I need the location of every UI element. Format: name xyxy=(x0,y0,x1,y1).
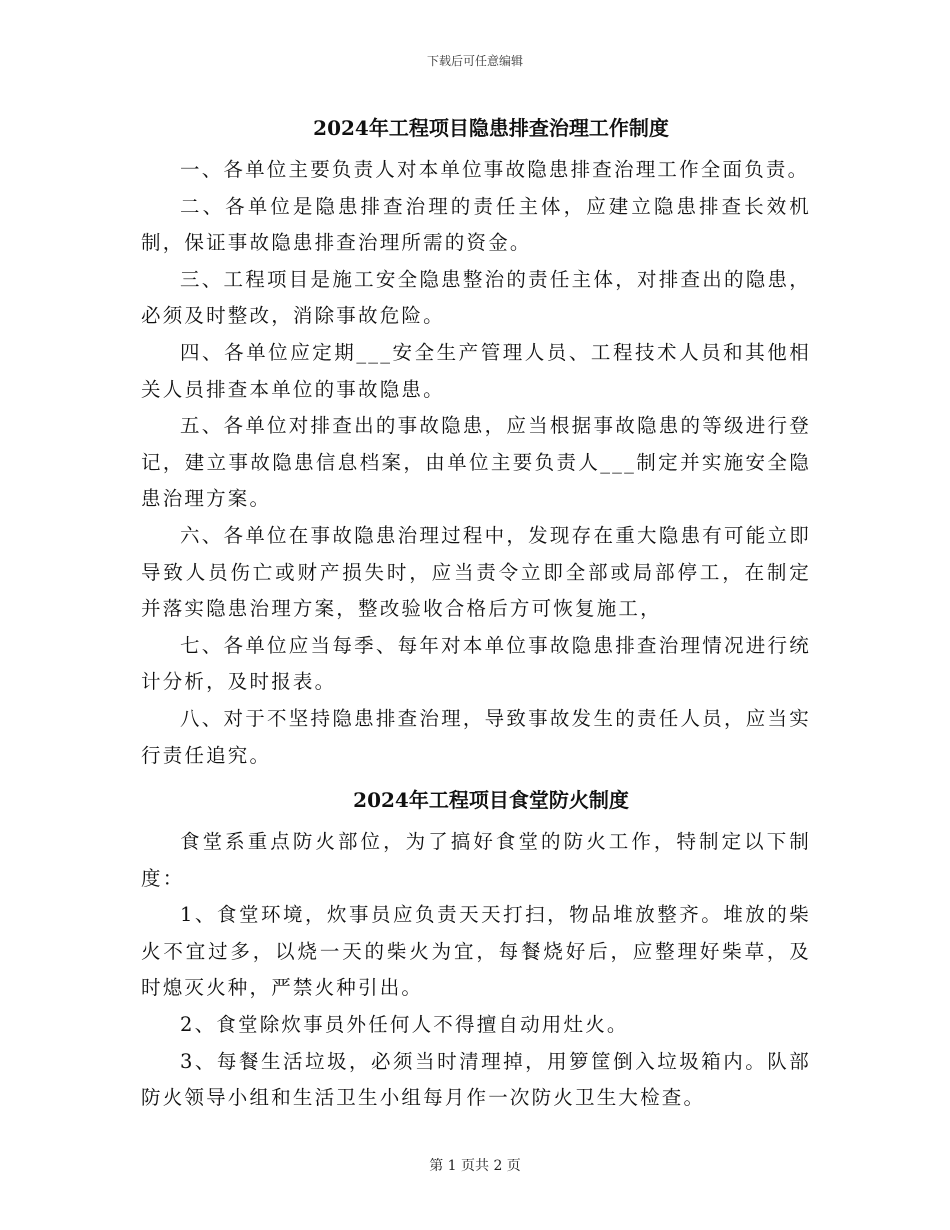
paragraph: 五、各单位对排查出的事故隐患，应当根据事故隐患的等级进行登记，建立事故隐患信息档案，由单位主要负责人___制定并实施安全隐患治理方案。 xyxy=(141,414,811,511)
paragraph: 六、各单位在事故隐患治理过程中，发现存在重大隐患有可能立即导致人员伤亡或财产损失时，应当责令立即全部或局部停工，在制定并落实隐患治理方案，整改验收合格后方可恢复施工， xyxy=(141,523,811,621)
paragraph: 四、各单位应定期___安全生产管理人员、工程技术人员和其他相关人员排查本单位的事故隐患。 xyxy=(141,340,811,401)
paragraph: 七、各单位应当每季、每年对本单位事故隐患排查治理情况进行统计分析，及时报表。 xyxy=(141,633,811,694)
paragraph: 3、每餐生活垃圾，必须当时清理掉，用箩筐倒入垃圾箱内。队部防火领导小组和生活卫生小组每月作一次防火卫生大检查。 xyxy=(141,1049,811,1110)
paragraph: 食堂系重点防火部位，为了搞好食堂的防火工作，特制定以下制度： xyxy=(141,830,811,890)
paragraph: 一、各单位主要负责人对本单位事故隐患排查治理工作全面负责。 xyxy=(180,158,810,181)
paragraph: 2、食堂除炊事员外任何人不得擅自动用灶火。 xyxy=(180,1013,629,1037)
document-body xyxy=(141,112,811,1117)
page-header: 下载后可任意编辑 xyxy=(426,54,523,68)
paragraph: 1、食堂环境，炊事员应负责天天打扫，物品堆放整齐。堆放的柴火不宜过多，以烧一天的柴火为宜，每餐烧好后，应整理好柴草，及时熄灭火种，严禁火种引出。 xyxy=(141,903,811,1000)
page-footer: 第 1 页共 2 页 xyxy=(429,1158,521,1174)
paragraph: 三、工程项目是施工安全隐患整治的责任主体，对排查出的隐患，必须及时整改，消除事故危险。 xyxy=(141,267,811,328)
paragraph: 八、对于不坚持隐患排查治理，导致事故发生的责任人员，应当实行责任追究。 xyxy=(141,706,811,767)
section-title-canteen-fire: 2024年工程项目食堂防火制度 xyxy=(353,788,629,813)
paragraph: 二、各单位是隐患排查治理的责任主体，应建立隐患排查长效机制，保证事故隐患排查治理所需的资金。 xyxy=(141,194,811,255)
section-title-hazard-inspection: 2024年工程项目隐患排查治理工作制度 xyxy=(313,116,669,140)
